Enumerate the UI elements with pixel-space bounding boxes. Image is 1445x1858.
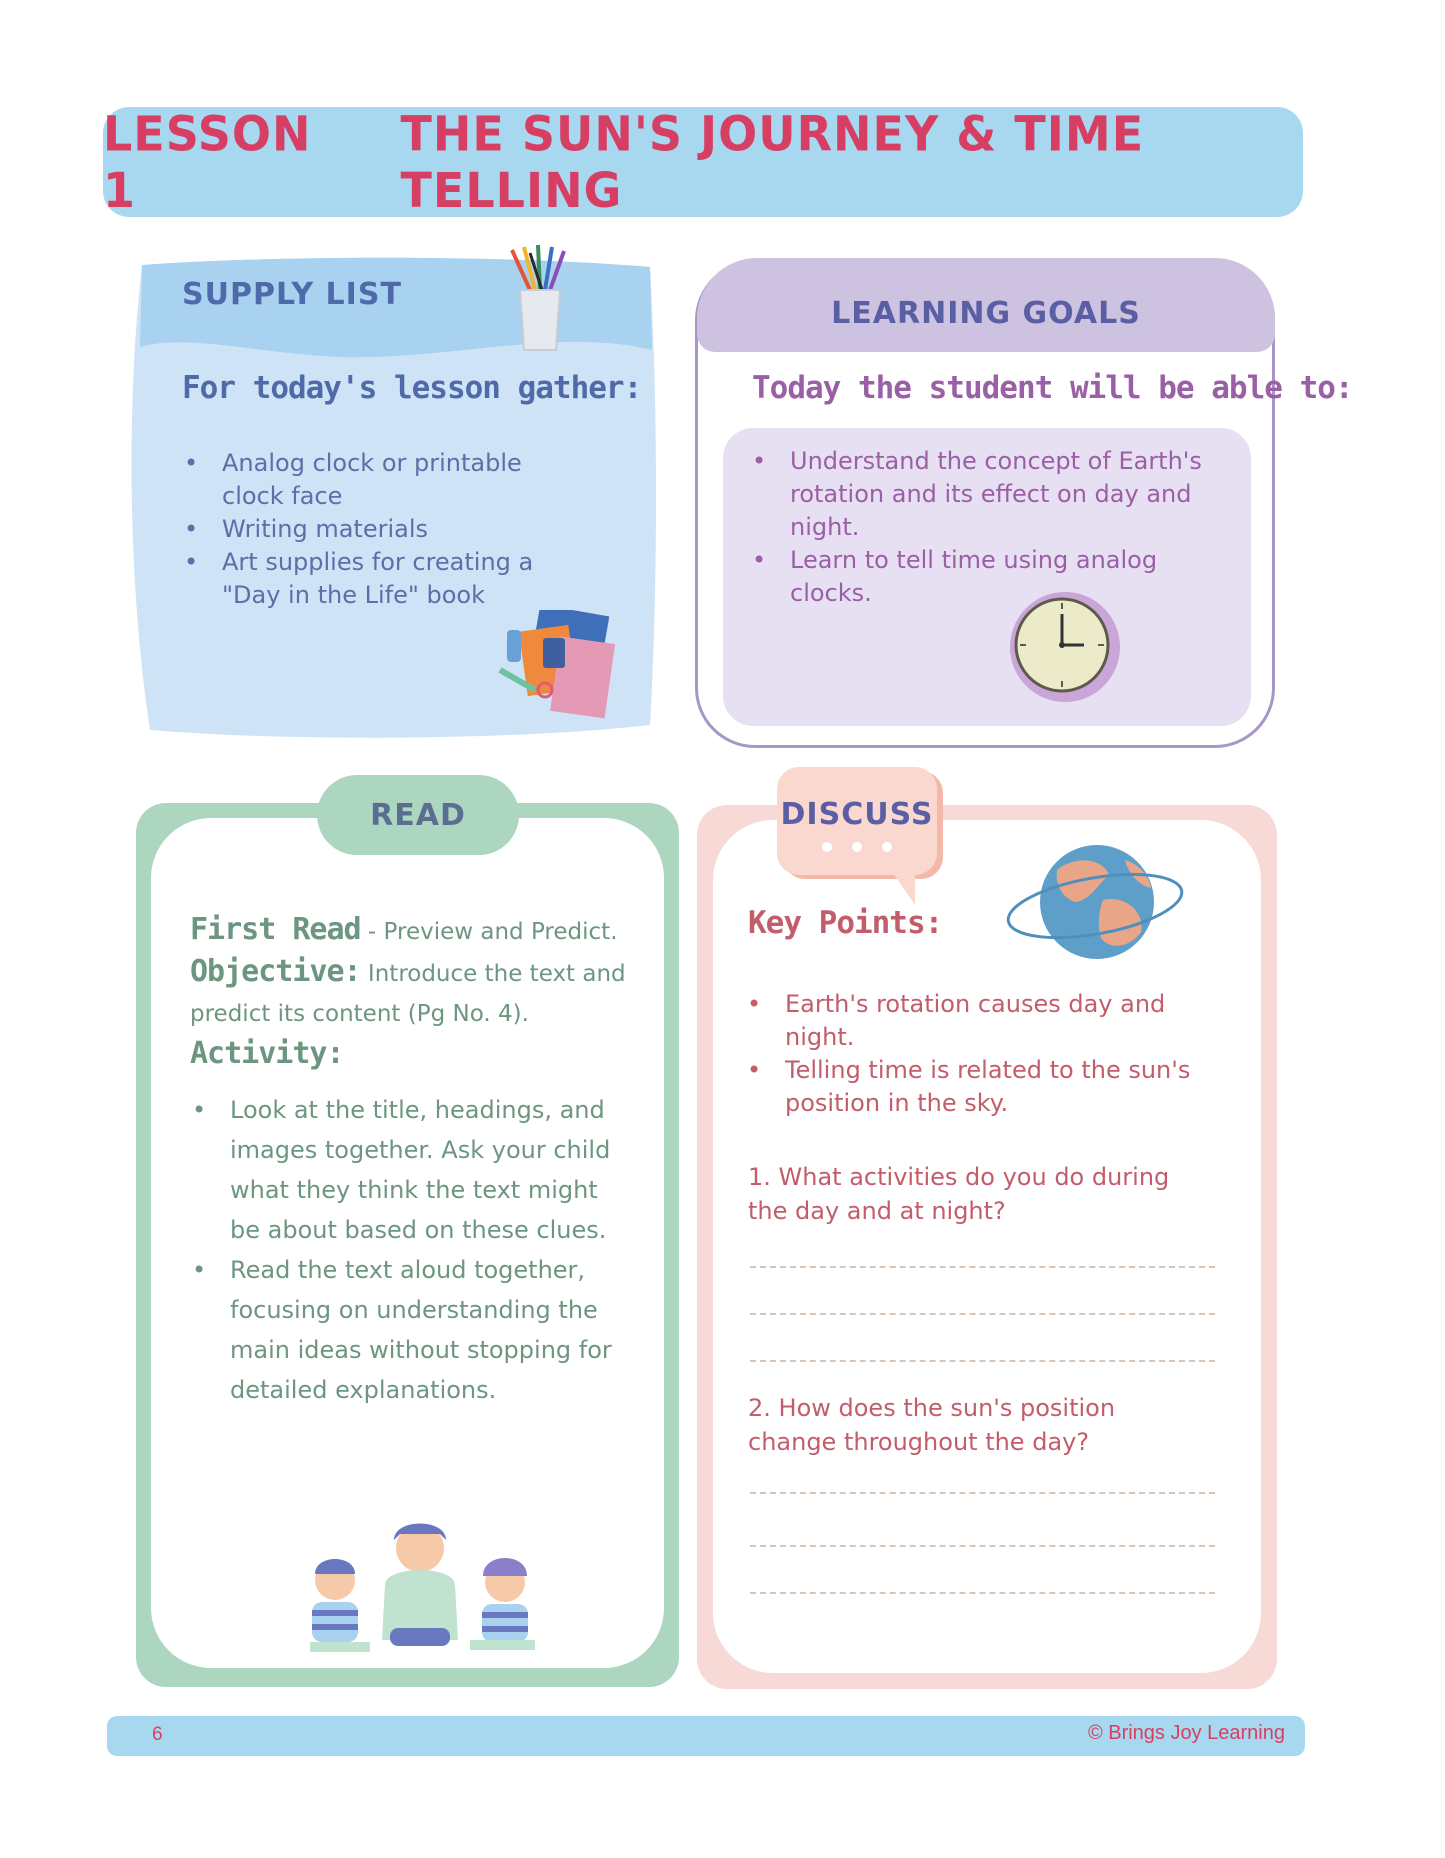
first-read-text: - Preview and Predict. <box>360 919 618 945</box>
lesson-banner <box>103 107 1303 217</box>
page-number: 6 <box>152 1724 163 1745</box>
pencil-cup-icon <box>500 245 580 355</box>
question-1: 1. What activities do you do during the day and at night? <box>748 1163 1170 1225</box>
supply-item: • Analog clock or printable clock face <box>182 447 582 513</box>
activity-items <box>190 1090 630 1410</box>
activity-item: • Read the text aloud together, focusing on understanding the main ideas without stopping for detailed explanations. <box>190 1250 630 1410</box>
objective-text: Introduce the text and predict its content (Pg No. 4). <box>190 961 626 1027</box>
goals-items <box>750 445 1220 610</box>
supply-subheading: For today's lesson gather: <box>182 370 642 406</box>
goal-item: • Learn to tell time using analog clocks. <box>750 544 1220 610</box>
goals-subheading: Today the student will be able to: <box>752 370 1353 406</box>
copyright-text: © Brings Joy Learning <box>1087 1722 1285 1744</box>
goal-item: • Understand the concept of Earth's rotation and its effect on day and night. <box>750 445 1220 544</box>
key-points-label: Key Points: <box>748 905 943 941</box>
discuss-tab-label: DISCUSS <box>780 797 934 832</box>
activity-item: • Look at the title, headings, and images together. Ask your child what they think the text might be about based on these clues. <box>190 1090 630 1250</box>
learning-goals-heading: LEARNING GOALS <box>831 296 1141 331</box>
supply-item: • Art supplies for creating a "Day in the Life" book <box>182 546 582 612</box>
answer-line <box>750 1592 1215 1594</box>
read-tab-label: READ <box>370 797 466 833</box>
supply-list-card <box>130 255 660 745</box>
answer-line <box>750 1360 1215 1362</box>
first-read-line <box>190 910 630 952</box>
lesson-title: THE SUN'S JOURNEY & TIME TELLING <box>400 105 1145 219</box>
discuss-speech-bubble-icon <box>775 765 950 910</box>
answer-line <box>750 1545 1215 1547</box>
reading-children-illustration <box>290 1510 550 1660</box>
first-read-label: First Read <box>190 912 361 947</box>
answer-line <box>750 1313 1215 1315</box>
supply-items <box>182 447 582 612</box>
globe-icon <box>1005 840 1185 965</box>
key-point: • Telling time is related to the sun's position in the sky. <box>745 1054 1225 1120</box>
question-2: 2. How does the sun's position change throughout the day? <box>748 1394 1116 1456</box>
answer-line <box>750 1492 1215 1494</box>
lesson-number: LESSON 1 <box>103 105 312 219</box>
key-point: • Earth's rotation causes day and night. <box>745 988 1225 1054</box>
objective-label: Objective: <box>190 954 361 989</box>
art-supplies-icon <box>495 610 630 725</box>
answer-line <box>750 1266 1215 1268</box>
read-body <box>190 910 630 1074</box>
objective-line <box>190 952 630 1034</box>
supply-list-heading: SUPPLY LIST <box>182 277 402 312</box>
read-tab <box>317 775 519 855</box>
activity-label: Activity: <box>190 1036 344 1071</box>
clock-icon <box>1008 590 1123 705</box>
supply-item: • Writing materials <box>182 513 582 546</box>
key-points-list <box>745 988 1225 1120</box>
